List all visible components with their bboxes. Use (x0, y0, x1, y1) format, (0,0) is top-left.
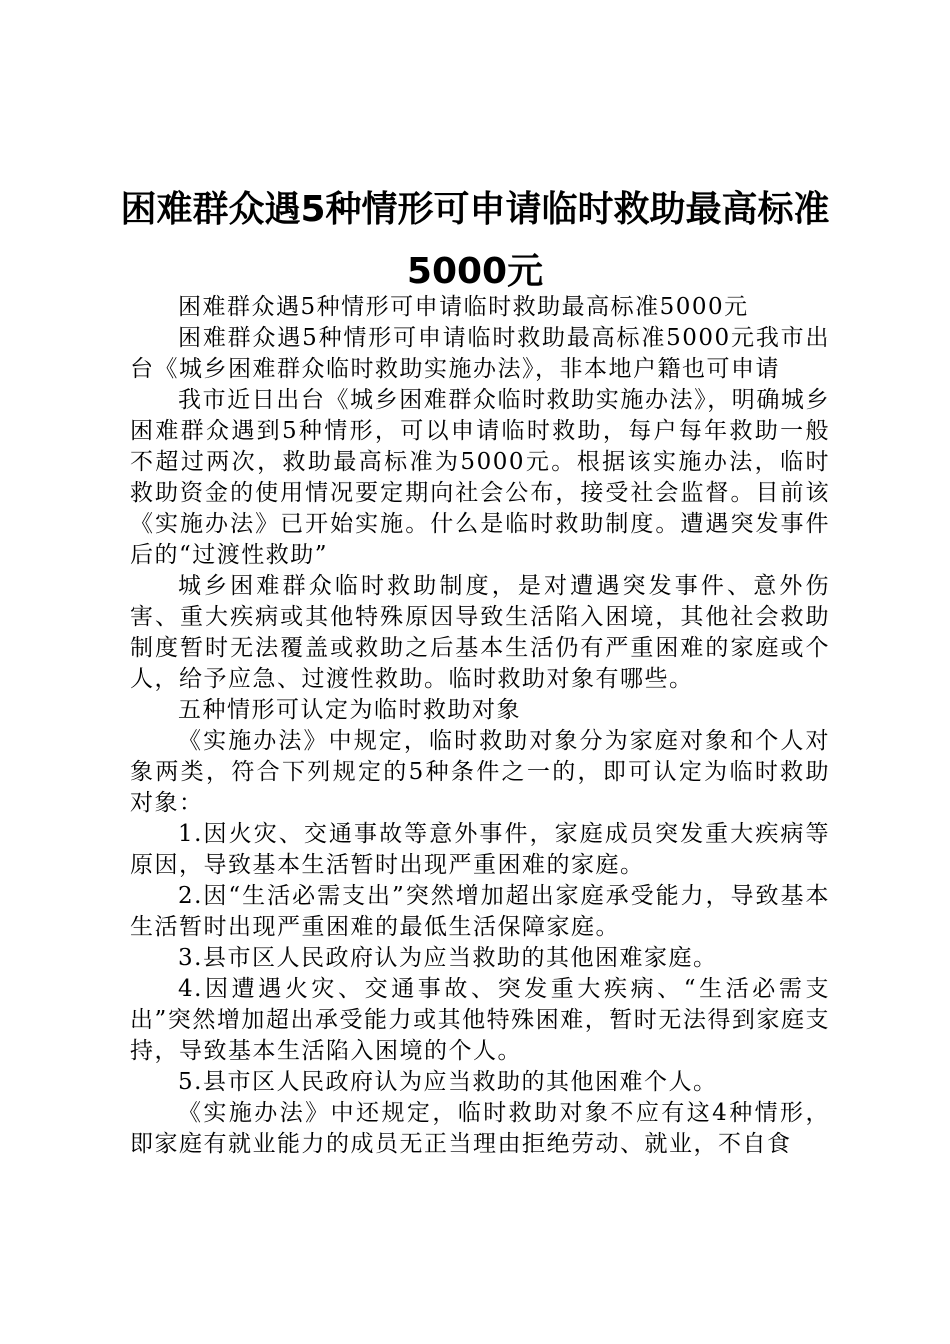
paragraph: 城乡困难群众临时救助制度，是对遭遇突发事件、意外伤害、重大疾病或其他特殊原因导致生活陷入困境，其他社会救助制度暂时无法覆盖或救助之后基本生活仍有严重困难的家庭或个人，给予应急、过渡性救助。临时救助对象有哪些。 (130, 573, 830, 692)
document-title-line-2: 5000元 (406, 251, 544, 292)
paragraph: 困难群众遇5种情形可申请临时救助最高标准5000元 (178, 294, 749, 320)
paragraph: 《实施办法》中还规定，临时救助对象不应有这4种情形，即家庭有就业能力的成员无正当理由拒绝劳动、就业，不自食 (130, 1100, 830, 1157)
list-item: 3.县市区人民政府认为应当救助的其他困难家庭。 (178, 945, 718, 971)
document-title-line-1: 困难群众遇5种情形可申请临时救助最高标准 (120, 189, 830, 230)
paragraph: 困难群众遇5种情形可申请临时救助最高标准5000元我市出台《城乡困难群众临时救助实施办法》，非本地户籍也可申请 (130, 325, 830, 382)
list-item: 1.因火灾、交通事故等意外事件，家庭成员突发重大疾病等原因，导致基本生活暂时出现严重困难的家庭。 (130, 821, 830, 878)
document-body (130, 292, 830, 1160)
paragraph: 我市近日出台《城乡困难群众临时救助实施办法》，明确城乡困难群众遇到5种情形，可以申请临时救助，每户每年救助一般不超过两次，救助最高标准为5000元。根据该实施办法，临时救助资金的使用情况要定期向社会公布，接受社会监督。目前该《实施办法》已开始实施。什么是临时救助制度。遭遇突发事件后的“过渡性救助” (130, 387, 830, 568)
list-item: 4.因遭遇火灾、交通事故、突发重大疾病、“生活必需支出”突然增加超出承受能力或其他特殊困难，暂时无法得到家庭支持，导致基本生活陷入困境的个人。 (130, 976, 830, 1064)
list-item: 5.县市区人民政府认为应当救助的其他困难个人。 (178, 1069, 718, 1095)
paragraph: 《实施办法》中规定，临时救助对象分为家庭对象和个人对象两类，符合下列规定的5种条件之一的，即可认定为临时救助对象： (130, 728, 830, 816)
list-item: 2.因“生活必需支出”突然增加超出家庭承受能力，导致基本生活暂时出现严重困难的最低生活保障家庭。 (130, 883, 830, 940)
section-heading: 五种情形可认定为临时救助对象 (178, 697, 521, 723)
